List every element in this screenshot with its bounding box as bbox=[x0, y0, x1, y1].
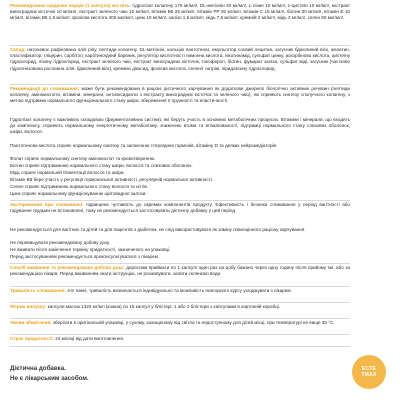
footer-line-1: Дієтична добавка. bbox=[10, 365, 66, 372]
ingredients-heading: Склад: bbox=[10, 47, 26, 52]
ingredients-text: натоневоє рафінована олія ріпу, пептиди колагену, DL-метіонін, кальцію пантотенат, емульгатор соєвий лецитин, загусник бджолиний віск, желатин, пластифікатор: гліцерин, сорбітол; каротиноїдний барвник, регулятор кислотності лимонна кислота, нікотинамід, сульфат цинку, аскорбінова кислота, цистеїну гідрохлорид, лізину гідрохлорид, екстракт зеленого чаю, екстракт виноградних кісточок, токоферол, біотин, фумарат заліза, сульфат міді, загусник (частково гідрогенізована рослинна олія, бджолиний віск), кремнію діоксид, фолієва кислота, селеніт натрію, піридоксину гідрохлорид. bbox=[10, 47, 350, 71]
recommendations-p5: Біотин сприяє підтриманню нормального стану шкіри, волосся та слизових оболонок. bbox=[10, 163, 193, 168]
form-heading: Форма випуску: bbox=[10, 304, 47, 309]
brand-logo bbox=[352, 355, 386, 389]
recommendations-p4: Фолат сприяє нормальному синтезу амінокислот та кровотворенню. bbox=[10, 156, 156, 161]
shelf-life-heading: Строк придатності: bbox=[10, 336, 55, 341]
divider bbox=[10, 346, 350, 347]
recommendations-p8: Селен сприяє підтриманню нормального стану волосся та нігтів. bbox=[10, 184, 149, 189]
footer-disclaimer bbox=[10, 364, 89, 384]
recommendations-p9: Цинк сприяє нормальному функціонуванню щитовидної залози. bbox=[10, 191, 147, 196]
composition-section bbox=[10, 3, 350, 22]
storage-text: зберігати в оригінальній упаковці, у сухому, захищеному від світла та недоступному для дітей місці, при температурі не вище 30 °С. bbox=[52, 320, 335, 325]
warnings-section bbox=[10, 202, 350, 214]
recommendations-p1: може бути рекомендована в раціоні дієтичного харчування як додаткове джерело біологічно активних речовин (пептиди колагену, амінокислоти, вітаміни, мінерали, антиоксиданти з екстракту виноградних кісточок та зеленого чаю), які сприяють синтезу сполучного колагену, з метою підтримки нормального функціонального стану шкіри, збереження її пружності та еластичності. bbox=[10, 86, 350, 104]
storage-section bbox=[10, 320, 350, 326]
storage-heading: Умови зберігання: bbox=[10, 320, 52, 325]
divider bbox=[10, 302, 350, 303]
recommendations-p2: Гідролізат колагену є важливою складовою (ферментативних систем), які беруть участь в основних метаболічних процесах. Вітаміни і мінерали, що входять до комплексу, сприяють нормальному енергетичному метаболізму, зниженню втоми та втомлюваності, підтримці нормального стану слизових оболонок, шкіри, волосся. bbox=[10, 117, 350, 135]
ingredients-section bbox=[10, 47, 350, 72]
form-section bbox=[10, 304, 350, 310]
warnings-heading: Застереження при споживанні: bbox=[10, 202, 84, 207]
divider bbox=[10, 84, 350, 85]
duration-text: 4-8 тижні, тривалість визначається індивідуально та можливість повторного курсу узгоджувати з лікарем. bbox=[67, 288, 292, 293]
dosage-text: дорослим приймати по 1 капсулі один раз на добу бажано через одну годину після прийому їжі, або за рекомендацією лікаря. Перед вживанням знати інструкцію, не розжовувати, запити склянкою води. bbox=[10, 265, 350, 277]
shelf-life-text: 24 місяці від дати виготовлення. bbox=[55, 336, 125, 341]
warnings-p1: підвищена чутливість до окремих компонентів продукту. Ефективність і безпека споживання у період вагітності або годування грудьми не встановлені, тому не рекомендується застосовувати дієтичну добавку у цей період. bbox=[10, 202, 350, 214]
divider bbox=[10, 334, 350, 335]
footer-line-2: Не є лікарським засобом. bbox=[10, 375, 89, 382]
brand-logo-line-2: TMAX bbox=[361, 372, 377, 378]
product-leaflet bbox=[6, 0, 392, 400]
warnings-p3: Не перевищувати рекомендовану добову дозу. bbox=[10, 240, 111, 245]
warnings-p2: Не рекомендується для вагітних та дітей та для пацієнтів з діабетом, не слід використовувати як заміну повноцінного раціону харчування. bbox=[10, 227, 306, 232]
divider bbox=[10, 200, 350, 201]
divider bbox=[10, 45, 350, 46]
warnings-p4: Не вживати після закінчення терміну придатності, зазначеного на упаковці. bbox=[10, 247, 171, 252]
divider bbox=[10, 318, 350, 319]
form-text: капсули масою 1325 мг/мл (кожна) по 15 капсул у блістері; 1 або 2 блістери з капсулами в картонній коробці. bbox=[47, 304, 281, 309]
recommendations-p6: Мідь сприяє нормальній пігментації волосся та шкіри. bbox=[10, 170, 125, 175]
dosage-heading: Спосіб вживання та рекомендована добова доза: bbox=[10, 265, 125, 270]
divider bbox=[10, 286, 350, 287]
warnings-p5: Перед застосуванням рекомендується проконсультуватися з лікарем. bbox=[10, 254, 160, 259]
recommendations-p7: Вітамін B6 бере участь у регуляції гормональної активності, регулярній нормальної активності. bbox=[10, 177, 214, 182]
composition-text: гідролізат колагену 175 мг/мл!, DL-метіонін 40 мг/мл!, L-лізин 10 мг/мл!, L-цистеїн 10 мг/мл!, екстракт виноградних кісточок 10 мг/мл!, екстракт зеленого чаю 10 мг/мл!, вітамін B5 25 мг/мл!, вітамін PP 20 мг/мл!, вітамін C 15 мг/мл!, біотин 30 мг/мл!, вітамін E 10 мг/мл!, вітамін B6 1,5 мг/мл!, фолієва кислота 400 мкг/мл!, цинк 10 мг/мл!, залізо 1,5 мг/мл!, мідь 7,5 мг/мл!, кремній 2 мг/мл!, мідь 2 мг/мл!, селен 50 мкг/мл!. bbox=[10, 3, 351, 21]
dosage-section bbox=[10, 265, 350, 277]
divider bbox=[10, 263, 350, 264]
brand-logo-line-1: ЕСТЕ bbox=[361, 366, 377, 372]
duration-section bbox=[10, 288, 350, 294]
duration-heading: Тривалість споживання: bbox=[10, 288, 66, 293]
recommendations-heading: Рекомендації до споживання: bbox=[10, 86, 80, 91]
shelf-life-section bbox=[10, 336, 350, 342]
recommendations-p3: Пантотенова кислота сприяє нормальному синтезу та засвоєнню стероїдних гормонів, вітаміну D та деяких нейромедіаторів. bbox=[10, 143, 278, 148]
composition-heading: Рекомендована щоденна порція (1 капсула) містить: bbox=[10, 3, 131, 8]
recommendations-section bbox=[10, 86, 350, 105]
